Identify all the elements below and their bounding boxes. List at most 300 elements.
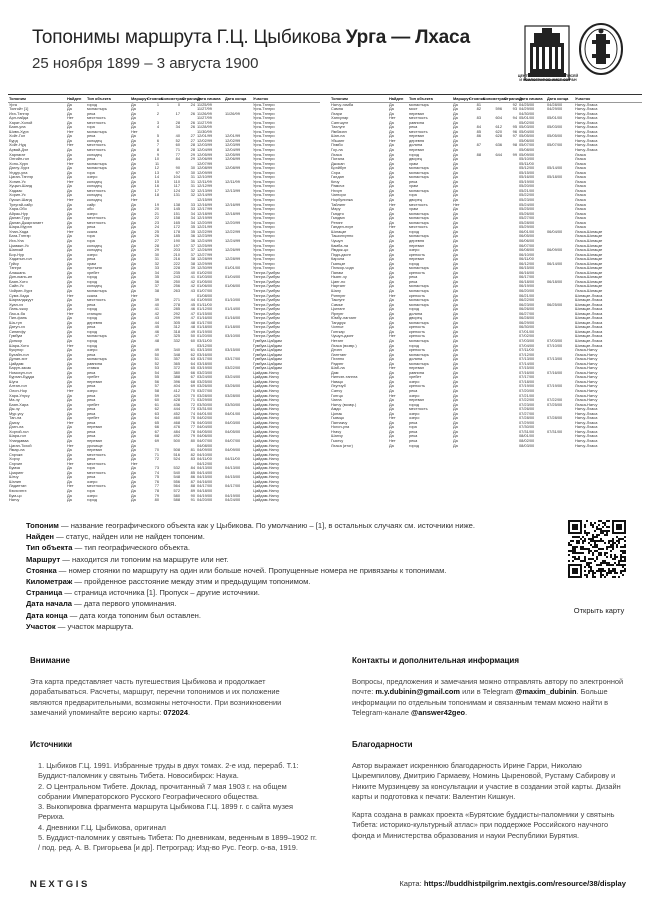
table-cell: Да bbox=[389, 274, 394, 280]
legend-item: Дата конца — дата когда топоним был оставлен. bbox=[26, 610, 201, 620]
table-cell: Лхаса-Шигацзе bbox=[575, 256, 603, 262]
table-cell: Хорин-Ус bbox=[9, 192, 26, 198]
map-version: 072024 bbox=[163, 707, 189, 717]
table-cell: Да bbox=[131, 215, 136, 221]
table-cell: Урга-Тэнгри bbox=[253, 247, 275, 253]
table-cell: 52 bbox=[154, 360, 159, 366]
table-cell: 06/14/00 bbox=[547, 260, 563, 266]
table-cell: Нгачу bbox=[331, 428, 342, 434]
table-cell: 04/03/00 bbox=[225, 419, 241, 425]
table-cell: Хуцын-Шанд bbox=[9, 183, 33, 189]
table-cell: Цайдам-Нагчу bbox=[253, 392, 280, 398]
table-cell: Да bbox=[389, 351, 394, 357]
table-cell: 540 bbox=[173, 469, 180, 475]
table-cell: 79 bbox=[190, 433, 195, 439]
table-cell: Да bbox=[67, 415, 72, 421]
table-cell: Нагчу-Лхаса bbox=[575, 424, 598, 430]
table-cell: монастырь bbox=[409, 283, 429, 289]
table-cell: 07/29/00 bbox=[519, 419, 535, 425]
table-cell: 12/08/99 bbox=[225, 165, 241, 171]
column-header: Страница bbox=[504, 96, 523, 101]
table-cell: колодец bbox=[87, 151, 102, 157]
table-cell: Пэлкор-чодэ bbox=[331, 265, 354, 271]
table-cell: 03/26/00 bbox=[197, 383, 213, 389]
table-cell: Да bbox=[67, 233, 72, 239]
table-cell: Да bbox=[67, 328, 72, 334]
table-cell: монастырь bbox=[87, 287, 107, 293]
table-cell: Шэлин bbox=[9, 478, 22, 484]
table-cell: Да bbox=[453, 247, 458, 253]
table-cell: 07/10/00 bbox=[547, 342, 563, 348]
table-cell: храм bbox=[409, 206, 418, 212]
table-cell: река bbox=[87, 419, 96, 425]
thanks-text: Автор выражает искреннюю благодарность Ирине Гарри, Николаю Цыремпилову, Дмитрию Гармаеву, Номинь Цыреновой, Рустаму Сабирову и Никите Мурзинцеву за консультации и участие в создании этой карты. Дизайн карты и подготовка к печати: Валентин Кишкун. bbox=[352, 761, 621, 801]
table-cell: 43 bbox=[190, 287, 195, 293]
table-cell: Да bbox=[131, 174, 136, 180]
table-cell: 74 bbox=[190, 410, 195, 416]
table-cell: Да bbox=[131, 351, 136, 357]
table-cell: Нартанг bbox=[331, 283, 346, 289]
table-cell: Да bbox=[67, 201, 72, 207]
open-map-link[interactable]: Открыть карту bbox=[573, 606, 625, 615]
table-cell: крепость bbox=[409, 383, 426, 389]
table-cell: Да bbox=[67, 383, 72, 389]
table-cell: Нет bbox=[67, 292, 74, 298]
table-cell: Да bbox=[67, 351, 72, 357]
table-cell: 06/11/00 bbox=[519, 256, 534, 262]
table-cell: 185 bbox=[173, 233, 180, 239]
table-cell: Да bbox=[453, 383, 458, 389]
table-cell: Нет bbox=[67, 460, 74, 466]
table-cell: Да bbox=[453, 274, 458, 280]
table-cell: храм bbox=[409, 183, 418, 189]
table-cell: город bbox=[409, 151, 420, 157]
table-cell: Лхари bbox=[331, 110, 342, 116]
table-cell: Да bbox=[131, 469, 136, 475]
table-cell: Тэнгри-Гумбум bbox=[253, 292, 280, 298]
table-cell: 11/26/99 bbox=[225, 110, 240, 116]
table-cell: 05/07/00 bbox=[547, 142, 563, 148]
table-cell: Да bbox=[453, 224, 458, 230]
table-cell: Да bbox=[453, 260, 458, 266]
table-cell: деревня bbox=[409, 237, 425, 243]
table-cell: местность bbox=[87, 451, 106, 457]
table-cell: 48 bbox=[190, 324, 195, 330]
table-cell: 80 bbox=[154, 497, 159, 503]
table-cell: Сэрчжэ bbox=[9, 451, 23, 457]
table-cell: 62 bbox=[190, 351, 195, 357]
table-cell: местность bbox=[87, 142, 106, 148]
channel-link[interactable]: @answer42geo bbox=[411, 707, 466, 717]
table-cell: 50 bbox=[154, 351, 159, 357]
table-cell: 01/09/00 bbox=[197, 297, 213, 303]
table-cell: Шигацзе-Лхаса bbox=[575, 310, 603, 316]
table-cell: Да bbox=[131, 219, 136, 225]
table-cell: Да bbox=[67, 247, 72, 253]
table-cell: Поталa bbox=[331, 156, 345, 162]
table-cell: Лхаса-Шигацзе bbox=[575, 278, 603, 284]
table-cell: Да bbox=[453, 365, 458, 371]
table-cell: 07/12/00 bbox=[519, 351, 535, 357]
table-cell: Тэнгри-Гумбум bbox=[253, 328, 280, 334]
table-cell: Да bbox=[131, 287, 136, 293]
table-cell: 49 bbox=[190, 328, 195, 334]
table-cell: Гуйсу bbox=[9, 260, 19, 266]
table-cell: Нагчу-Лхаса bbox=[575, 419, 598, 425]
table-cell: Да bbox=[453, 301, 458, 307]
table-cell: Тэнгри-Гумбум bbox=[253, 278, 280, 284]
table-cell: Да bbox=[453, 319, 458, 325]
table-cell: Цайдам bbox=[9, 360, 24, 366]
table-cell: Урга-Тэнгри bbox=[253, 160, 275, 166]
table-cell: 04/14/00 bbox=[197, 469, 213, 475]
table-cell: 203 bbox=[173, 247, 180, 253]
table-cell: Харат-Холой bbox=[9, 119, 33, 125]
telegram-link[interactable]: @maxim_dubinin bbox=[515, 687, 577, 697]
table-cell: 85 bbox=[476, 128, 481, 134]
table-cell: Цайдам-Нагчу bbox=[253, 383, 280, 389]
table-cell: 03/18/00 bbox=[197, 360, 213, 366]
table-cell: 256 bbox=[173, 283, 180, 289]
table-cell: 12/12/99 bbox=[197, 183, 213, 189]
table-cell: 71 bbox=[190, 397, 195, 403]
table-cell: Да bbox=[453, 283, 458, 289]
table-cell: 271 bbox=[173, 297, 180, 303]
table-cell: Да bbox=[389, 110, 394, 116]
table-cell: Арвай-Дэл bbox=[9, 147, 29, 153]
table-cell: 26 bbox=[154, 233, 159, 239]
table-cell: Да bbox=[453, 438, 458, 444]
table-cell: Да bbox=[389, 197, 394, 203]
table-cell: Лхаса (возвр.) bbox=[331, 342, 357, 348]
table-cell: 06/18/00 bbox=[547, 278, 563, 284]
table-cell: Да bbox=[389, 256, 394, 262]
table-cell: 86 bbox=[476, 133, 481, 139]
toponym-table-right bbox=[330, 97, 642, 448]
table-cell: Да bbox=[131, 397, 136, 403]
table-cell: Урга-Тэнгри bbox=[253, 115, 275, 121]
table-cell: 172 bbox=[173, 224, 180, 230]
table-cell: 04/10/00 bbox=[197, 451, 213, 457]
table-cell: Арл-найда bbox=[9, 115, 29, 121]
table-cell: скала bbox=[87, 228, 98, 234]
table-cell: Да bbox=[131, 342, 136, 348]
table-cell: Лусын-Шанд bbox=[9, 197, 32, 203]
table-cell: 11/27/99 bbox=[197, 119, 212, 125]
table-cell: река bbox=[409, 388, 418, 393]
table-cell: 04/07/00 bbox=[225, 438, 241, 444]
table-cell: 04/15/00 bbox=[197, 474, 213, 480]
table-cell: 04/17/00 bbox=[225, 483, 241, 489]
table-cell: 07/15/00 bbox=[519, 365, 535, 371]
table-cell: 12/09/99 bbox=[197, 169, 213, 175]
table-cell: 03/11/00 bbox=[197, 337, 212, 343]
table-cell: 07/22/00 bbox=[547, 397, 563, 403]
table-cell: озеро bbox=[87, 388, 98, 393]
table-cell: Цайдам-Нагчу bbox=[253, 478, 280, 484]
table-cell: Тэнгри-Гумбум bbox=[253, 301, 280, 307]
table-cell: Да bbox=[453, 151, 458, 157]
table-cell: Урга-Тэнгри bbox=[253, 174, 275, 180]
table-cell: Гумбум-Цайдам bbox=[253, 337, 282, 343]
table-cell: Да bbox=[131, 456, 136, 462]
table-cell: город bbox=[409, 228, 420, 234]
table-cell: 14 bbox=[154, 174, 159, 180]
table-cell: монастырь bbox=[409, 187, 429, 193]
table-cell: 75 bbox=[190, 415, 195, 421]
table-cell: 08/03/00 bbox=[519, 442, 535, 448]
table-cell: Баян-Хото bbox=[9, 278, 28, 284]
table-cell: 04/01/00 bbox=[197, 410, 213, 416]
table-cell: река bbox=[409, 428, 418, 434]
table-cell: 01/18/00 bbox=[197, 324, 213, 330]
table-cell: 88 bbox=[476, 151, 481, 157]
table-cell: 548 bbox=[173, 474, 180, 480]
table-cell: монастырь bbox=[87, 160, 107, 166]
table-cell: Да bbox=[67, 301, 72, 307]
table-cell: Цайдам-Нагчу bbox=[253, 447, 280, 453]
table-cell: Да bbox=[131, 406, 136, 412]
table-cell: 305 bbox=[173, 319, 180, 325]
table-cell: озеро bbox=[409, 378, 420, 384]
table-cell: 01/07/00 bbox=[197, 287, 213, 293]
table-cell: Да bbox=[389, 269, 394, 275]
table-cell: 01/05/00 bbox=[197, 278, 213, 284]
table-cell: 04/07/00 bbox=[197, 438, 213, 444]
table-cell: Сининфу bbox=[9, 328, 26, 334]
table-cell: 03/30/00 bbox=[197, 401, 213, 407]
table-cell: 104 bbox=[173, 174, 180, 180]
table-cell: 86 bbox=[190, 474, 195, 480]
table-cell: 38 bbox=[190, 256, 195, 262]
table-cell: Да bbox=[389, 219, 394, 225]
table-cell: 43 bbox=[154, 315, 159, 321]
table-cell: Да bbox=[453, 174, 458, 180]
table-cell: Урга-Тэнгри bbox=[253, 165, 275, 171]
table-cell: озеро bbox=[87, 174, 98, 180]
table-cell: обо bbox=[87, 206, 94, 212]
table-cell: 90 bbox=[175, 165, 180, 171]
table-cell: озеро bbox=[409, 392, 420, 398]
table-cell: Да bbox=[389, 315, 394, 321]
table-cell: Чушул-дзонг bbox=[331, 333, 354, 339]
table-cell: монастырь bbox=[409, 301, 429, 307]
table-cell: Нагчу-Лхаса bbox=[575, 142, 598, 148]
table-cell: Да bbox=[453, 197, 458, 203]
table-cell: 388 bbox=[173, 374, 180, 380]
table-cell: Да bbox=[131, 110, 136, 116]
table-cell: Ямар-ла bbox=[9, 447, 25, 453]
table-cell: Сэра bbox=[331, 169, 341, 175]
table-cell: река bbox=[409, 178, 418, 184]
table-cell: Да bbox=[67, 319, 72, 325]
table-cell: монастырь bbox=[409, 297, 429, 303]
table-cell: 03/15/00 bbox=[225, 347, 241, 353]
table-cell: Да bbox=[389, 183, 394, 189]
table-cell: 197 bbox=[173, 242, 180, 248]
table-cell: 77 bbox=[175, 151, 180, 157]
table-cell: 07/03/00 bbox=[519, 337, 535, 343]
table-cell: Да bbox=[389, 328, 394, 334]
table-cell: 84 bbox=[190, 465, 195, 471]
table-cell: 51 bbox=[154, 356, 159, 362]
table-cell: 96 bbox=[512, 128, 517, 134]
table-cell: Лхаса bbox=[575, 156, 586, 162]
table-cell: 48 bbox=[190, 319, 195, 325]
table-cell: Да bbox=[131, 419, 136, 425]
table-cell: 05/03/00 bbox=[519, 124, 535, 130]
table-cell: 05/10/00 bbox=[519, 156, 535, 162]
table-cell: Шигацзе-Лхаса bbox=[575, 324, 603, 330]
table-cell: Ринпунг bbox=[331, 292, 346, 298]
table-cell: Нагчу-Лхаса bbox=[575, 442, 598, 448]
table-cell: Хоргой-гол bbox=[9, 428, 29, 434]
source-item: 1. Цыбиков Г.Ц. 1991. Избранные труды в двух томах. 2-е изд. перераб. Т.1: Буддист-паломник у святынь Тибета. Новосибирск: Наука. bbox=[38, 761, 299, 781]
table-cell: 69 bbox=[154, 438, 159, 444]
table-cell: 31 bbox=[154, 256, 159, 262]
table-cell: Камба-ла bbox=[331, 242, 349, 248]
table-cell: Лангтанг bbox=[331, 351, 347, 357]
table-cell: 151 bbox=[173, 210, 180, 216]
table-cell: Цайдам-Нагчу bbox=[253, 369, 280, 375]
table-cell: 06/19/00 bbox=[519, 283, 535, 289]
table-cell: Урга-Тэнгри bbox=[253, 210, 275, 216]
table-cell: 420 bbox=[173, 392, 180, 398]
table-cell: Да bbox=[67, 165, 72, 171]
table-cell: 380 bbox=[173, 369, 180, 375]
legend-item: Стоянка — номер стоянки по маршруту на один или больше ночей. Пропущенные номера не привязаны к топонимам. bbox=[26, 565, 447, 575]
table-cell: монастырь bbox=[87, 333, 107, 339]
table-cell: Нет bbox=[389, 201, 396, 207]
institute-emblem-logo bbox=[578, 22, 624, 76]
table-cell: город bbox=[409, 401, 420, 407]
column-header: Маршрут bbox=[453, 96, 471, 101]
table-cell: перевал bbox=[409, 147, 425, 153]
map-url-link[interactable]: https://buddhistpilgrim.nextgis.com/resource/38/display bbox=[423, 879, 626, 888]
table-cell: Да bbox=[453, 406, 458, 412]
table-cell: 428 bbox=[173, 397, 180, 403]
table-cell: Да bbox=[389, 147, 394, 153]
table-cell: Нагчу-Лхаса bbox=[575, 438, 598, 444]
table-cell: река bbox=[409, 274, 418, 280]
table-cell: Кукунор bbox=[9, 347, 24, 353]
table-cell: Да bbox=[453, 397, 458, 403]
table-cell: монастырь bbox=[409, 287, 429, 293]
table-cell: 12/23/99 bbox=[197, 233, 213, 239]
table-cell: 12/17/99 bbox=[197, 206, 213, 212]
table-cell: 05/20/00 bbox=[519, 183, 535, 189]
table-cell: Цайдам-Нагчу bbox=[253, 483, 280, 489]
table-cell: Цайдам-Нагчу bbox=[253, 374, 280, 380]
table-cell: 32 bbox=[190, 192, 195, 198]
table-cell: Урга-Тэнгри bbox=[253, 228, 275, 234]
table-cell: Нет bbox=[131, 292, 138, 298]
table-cell: 60 bbox=[190, 337, 195, 343]
page-title bbox=[32, 26, 502, 50]
table-cell: 05/12/00 bbox=[519, 165, 535, 171]
table-cell: Нет bbox=[67, 142, 74, 148]
table-cell: Да bbox=[453, 251, 458, 257]
table-cell: 04/15/00 bbox=[225, 474, 241, 480]
table-cell: Тэнгри-Гумбум bbox=[253, 274, 280, 280]
table-cell: Нет bbox=[389, 224, 396, 230]
table-cell: монастырь bbox=[409, 210, 429, 216]
table-cell: Лхаса bbox=[575, 165, 586, 171]
table-cell: Цаган-Тохой bbox=[9, 442, 32, 448]
table-cell: Да bbox=[131, 315, 136, 321]
table-cell: Пэмбо bbox=[331, 142, 343, 148]
table-cell: Гонгцо bbox=[331, 392, 343, 398]
attention-heading: Внимание bbox=[30, 656, 70, 665]
qr-code-icon[interactable] bbox=[568, 520, 626, 578]
table-cell: 05/04/00 bbox=[519, 128, 535, 134]
table-cell: город bbox=[409, 306, 420, 312]
table-cell: Да bbox=[67, 424, 72, 430]
table-cell: Да bbox=[67, 492, 72, 498]
table-cell: Хадаас bbox=[9, 187, 23, 193]
table-cell: Урга-Тэнгри bbox=[253, 178, 275, 184]
table-cell: Шан-ла bbox=[331, 133, 345, 139]
table-cell: Да bbox=[453, 410, 458, 416]
table-cell: 06/04/00 bbox=[547, 228, 563, 234]
table-cell: Алашань bbox=[9, 269, 26, 275]
table-cell: Баян-ула bbox=[9, 124, 26, 130]
table-cell: урочище bbox=[87, 442, 103, 448]
table-cell: перевал bbox=[87, 378, 103, 384]
table-cell: Да bbox=[389, 206, 394, 212]
table-cell: 484 bbox=[173, 428, 180, 434]
table-cell: крепость bbox=[409, 347, 426, 353]
table-cell: 47 bbox=[190, 315, 195, 321]
table-cell: Ша-тун bbox=[9, 319, 22, 325]
table-cell: Да bbox=[453, 401, 458, 407]
table-cell: Да bbox=[131, 242, 136, 248]
table-cell: Цайдам-Нагчу bbox=[253, 428, 280, 434]
source-item: 2. О Центральном Тибете. Доклад, прочитанный 7 мая 1903 г. на общем собрании Императорского Русского Географического общества. bbox=[38, 781, 287, 801]
table-cell: 04/20/00 bbox=[197, 497, 213, 503]
table-cell: Да bbox=[67, 456, 72, 462]
table-cell: Да bbox=[131, 438, 136, 444]
table-cell: 12/05/99 bbox=[225, 151, 241, 157]
table-cell: 64 bbox=[190, 360, 195, 366]
email-link[interactable]: m.y.dubinin@gmail.com bbox=[375, 687, 461, 697]
table-cell: Цайдам-Нагчу bbox=[253, 433, 280, 439]
table-cell: Да bbox=[453, 324, 458, 330]
table-cell: 06/25/00 bbox=[547, 301, 563, 307]
table-cell: Да bbox=[389, 151, 394, 157]
table-cell: Да bbox=[131, 388, 136, 393]
table-cell: 04/02/00 bbox=[197, 415, 213, 421]
table-cell: Да bbox=[453, 419, 458, 425]
table-cell: Лхаса-Шигацзе bbox=[575, 228, 603, 234]
table-cell: местность bbox=[87, 147, 106, 153]
table-cell: Лхаса bbox=[575, 160, 586, 166]
table-cell: Да bbox=[67, 110, 72, 116]
table-cell: Нет bbox=[67, 483, 74, 489]
table-cell: крепость bbox=[409, 333, 426, 339]
table-cell: Урга-Тэнгри bbox=[253, 215, 275, 221]
table-cell: 476 bbox=[173, 424, 180, 430]
table-cell: 04/08/00 bbox=[197, 442, 213, 448]
table-cell: Да bbox=[389, 178, 394, 184]
table-cell: Шигацзе bbox=[331, 228, 347, 234]
table-cell: Урга-Тэнгри bbox=[253, 251, 275, 257]
table-cell: Радэнг bbox=[331, 360, 344, 366]
table-cell: пустыня bbox=[87, 265, 102, 271]
table-cell: Шигацзе-Лхаса bbox=[575, 315, 603, 321]
table-cell: Урга-Тэнгри bbox=[253, 265, 275, 271]
table-cell: 31 bbox=[190, 178, 195, 184]
